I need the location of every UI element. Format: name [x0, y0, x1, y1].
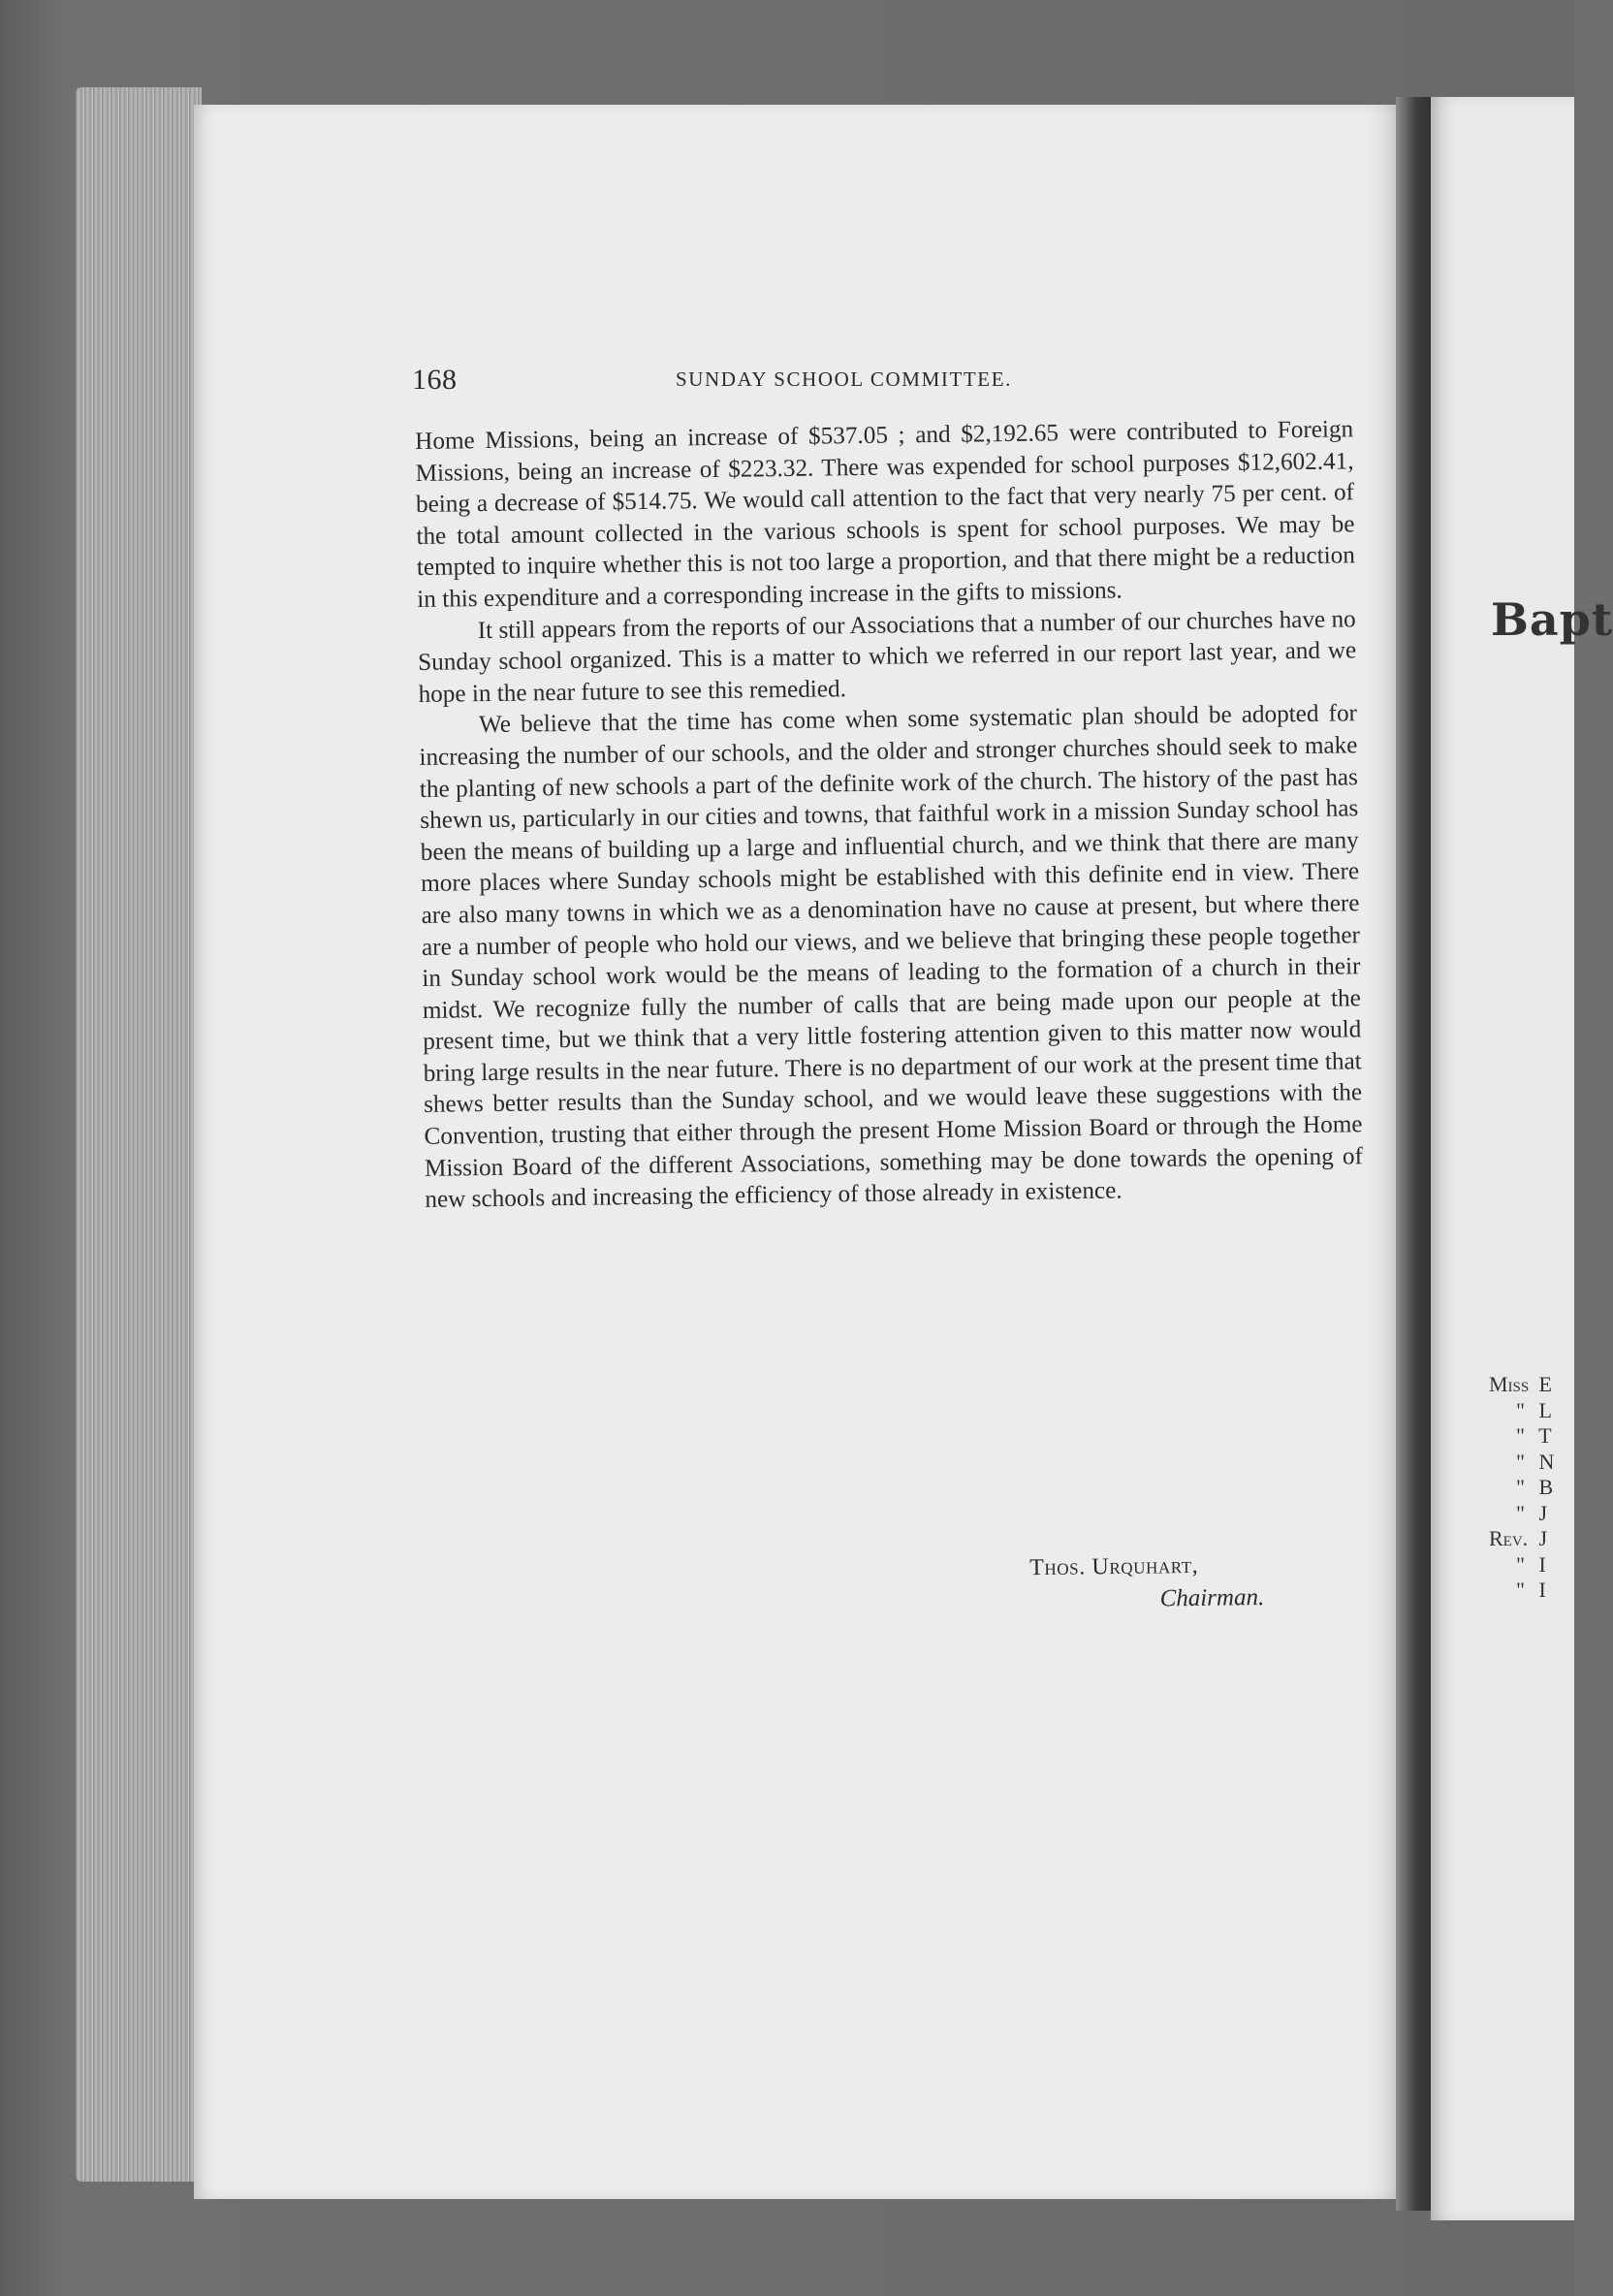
list-item: Rev. J	[1489, 1526, 1548, 1550]
paragraph: It still appears from the reports of our Associations that a number of our churches have no Sunday school organized. This is a matter to which we referred in our report last year, and we hope in the near future to see this remedied.	[418, 605, 1357, 708]
list-item: Miss E	[1489, 1372, 1552, 1396]
page-edges	[76, 87, 202, 2182]
right-page-heading-fragment: Bapt	[1491, 593, 1613, 646]
signature-block	[969, 1551, 1339, 1615]
list-item: " L	[1516, 1397, 1552, 1422]
right-page-name-list	[1489, 1372, 1554, 1604]
signatory-role: Chairman.	[1159, 1584, 1265, 1612]
list-item: " I	[1516, 1578, 1546, 1602]
paragraph: Home Missions, being an increase of $537.05 ; and $2,192.65 were contributed to Foreign Missions, being an increase of $223.32. There was expended for school purposes $12,602.41, being a decrease of $514.75. We would call attention to the fact that very nearly 75 per cent. of the total amount collected in the various schools is spent for school purposes. We may be tempted to inquire whether this is not too large a proportion, and that there might be a reduction in this expenditure and a corresponding increase in the gifts to missions.	[415, 416, 1356, 613]
right-page	[1431, 97, 1574, 2220]
body-text	[415, 414, 1364, 1216]
paragraph: We believe that the time has come when some systematic plan should be adopted for increasing the number of our schools, and the older and stronger churches should seek to make the planting of new schools a part of the definite work of the church. The history of the past has shewn us, particularly in our cities and towns, that faithful work in a mission Sunday school has been the means of building up a large and influential church, and we think that there are many more places where Sunday schools might be established with this definite end in view. There are also many towns in which we as a denomination have no cause at present, but where there are a number of people who hold our views, and we believe that bringing these people together in Sunday school work would be the means of leading to the formation of a church in their midst. We recognize fully the number of calls that are being made upon our people at the present time, but we think that a very little fostering attention given to this matter now would bring large results in the near future. There is no department of our work at the present time that shews better results than the Sunday school, and we would leave these suggestions with the Convention, trusting that either through the present Home Mission Board or through the Home Mission Board of the different Associations, something may be done towards the opening of new schools and increasing the efficiency of those already in existence.	[419, 700, 1364, 1214]
list-item: " B	[1516, 1475, 1554, 1499]
signatory-name: Thos. Urquhart,	[1028, 1552, 1199, 1581]
page-header	[412, 364, 1343, 402]
list-item: " I	[1516, 1551, 1546, 1577]
book-gutter	[1396, 97, 1433, 2211]
list-item: " T	[1516, 1423, 1552, 1448]
list-item: " N	[1516, 1449, 1555, 1474]
running-head: SUNDAY SCHOOL COMMITTEE.	[676, 367, 1013, 391]
page-number: 168	[412, 364, 458, 396]
list-item: " J	[1516, 1500, 1548, 1525]
